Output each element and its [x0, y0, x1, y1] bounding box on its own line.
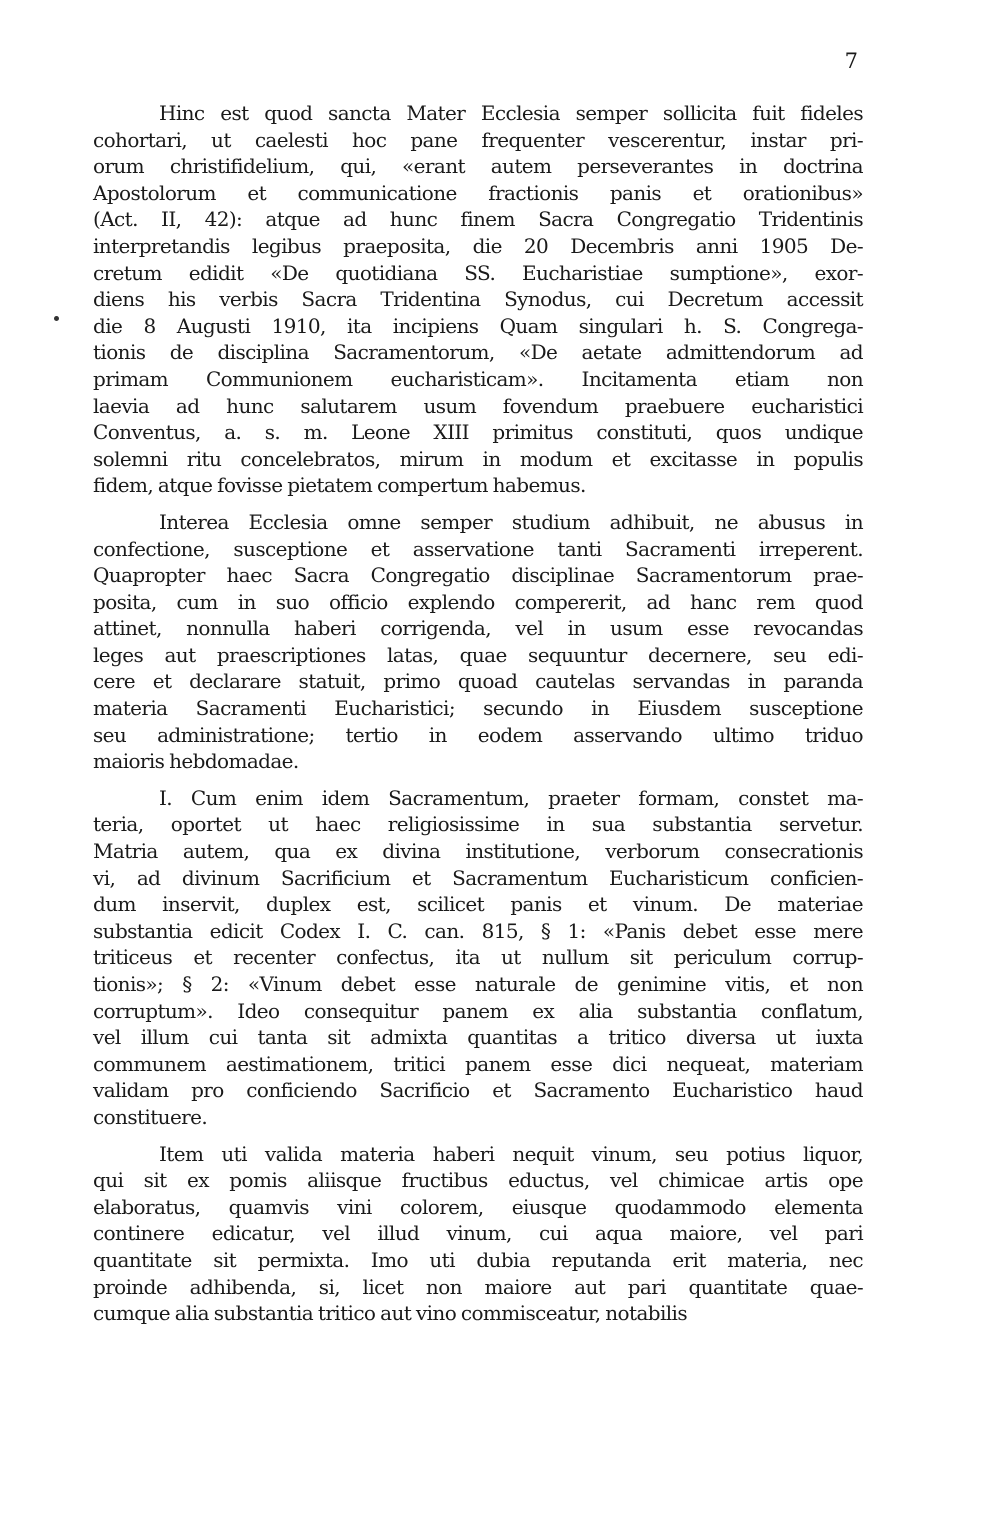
paragraph [93, 1141, 863, 1327]
text-line: elaboratus, quamvis vini colorem, eiusque quodammodo elementa [93, 1194, 863, 1219]
text-line: materia Sacramenti Eucharistici; secundo in Eiusdem susceptione [93, 696, 863, 721]
text-line: solemni ritu concelebratos, mirum in modum et excitasse in populis [93, 446, 863, 471]
text-line: continere edicatur, vel illud vinum, cui aqua maiore, vel pari [93, 1221, 863, 1246]
text-line: die 8 Augusti 1910, ita incipiens Quam singulari h. S. Congrega- [93, 313, 863, 338]
text-line: dum inservit, duplex est, scilicet panis et vinum. De materiae [93, 892, 863, 917]
text-line: tionis»; § 2: «Vinum debet esse naturale de genimine vitis, et non [93, 972, 863, 996]
text-line: vel illum cui tanta sit admixta quantitas a tritico diversa ut iuxta [93, 1025, 863, 1050]
text-line: Item uti valida materia haberi nequit vinum, seu potius liquor, [159, 1141, 863, 1166]
text-line: Apostolorum et communicatione fractionis panis et orationibus» [93, 180, 863, 205]
text-line: corruptum». Ideo consequitur panem ex alia substantia conflatum, [93, 998, 863, 1023]
text-line: fidem, atque fovisse pietatem compertum habemus. [93, 473, 586, 498]
text-line: substantia edicit Codex I. C. can. 815, § 1: «Panis debet esse mere [93, 918, 863, 943]
text-line: (Act. II, 42): atque ad hunc finem Sacra Congregatio Tridentinis [93, 207, 863, 232]
text-line: maioris hebdomadae. [93, 749, 299, 774]
text-line: cumque alia substantia tritico aut vino commisceatur, notabilis [93, 1301, 688, 1326]
text-line: teria, oportet ut haec religiosissime in sua substantia servetur. [93, 812, 863, 837]
text-line: seu administratione; tertio in eodem asservando ultimo triduo [93, 722, 863, 747]
text-line: qui sit ex pomis aliisque fructibus eductus, vel chimicae artis ope [93, 1168, 863, 1193]
text-line: posita, cum in suo officio explendo compererit, ad hanc rem quod [93, 589, 863, 614]
text-line: proinde adhibenda, si, licet non maiore aut pari quantitate quae- [93, 1274, 863, 1299]
text-line: validam pro conficiendo Sacrificio et Sacramento Eucharistico haud [93, 1078, 863, 1103]
text-line: cohortari, ut caelesti hoc pane frequenter vescerentur, instar pri- [93, 127, 863, 152]
text-line: Quapropter haec Sacra Congregatio disciplinae Sacramentorum prae- [93, 563, 863, 588]
text-line: Matria autem, qua ex divina institutione, verborum consecrationis [93, 839, 863, 864]
text-line: constituere. [93, 1104, 208, 1129]
text-line: cretum edidit «De quotidiana SS. Eucharistiae sumptione», exor- [93, 260, 863, 285]
text-line: quantitate sit permixta. Imo uti dubia reputanda erit materia, nec [93, 1247, 863, 1272]
text-line: I. Cum enim idem Sacramentum, praeter formam, constet ma- [159, 785, 863, 810]
text-line: Hinc est quod sancta Mater Ecclesia semper sollicita fuit fideles [159, 101, 863, 125]
body-text [93, 100, 863, 1337]
text-line: Conventus, a. s. m. Leone XIII primitus constituti, quos undique [93, 420, 863, 445]
paragraph [93, 785, 863, 1131]
text-line: vi, ad divinum Sacrificium et Sacramentum Eucharisticum conficien- [93, 865, 863, 890]
text-line: laevia ad hunc salutarem usum fovendum praebuere eucharistici [93, 393, 863, 418]
text-line: confectione, susceptione et asservatione tanti Sacramenti irreperent. [93, 536, 863, 561]
text-line: leges aut praescriptiones latas, quae sequuntur decernere, seu edi- [93, 642, 863, 667]
text-line: attinet, nonnulla haberi corrigenda, vel in usum esse revocandas [93, 616, 863, 641]
text-line: orum christifidelium, qui, «erant autem perseverantes in doctrina [93, 154, 863, 179]
text-line: Interea Ecclesia omne semper studium adhibuit, ne abusus in [159, 509, 863, 534]
text-line: communem aestimationem, tritici panem esse dici nequeat, materiam [93, 1051, 863, 1076]
paragraph [93, 100, 863, 499]
text-line: triticeus et recenter confectus, ita ut nullum sit periculum corrup- [93, 945, 863, 970]
margin-mark [54, 316, 59, 321]
paragraph [93, 509, 863, 775]
text-line: primam Communionem eucharisticam». Incitamenta etiam non [93, 366, 863, 391]
text-line: tionis de disciplina Sacramentorum, «De aetate admittendorum ad [93, 340, 863, 365]
text-line: diens his verbis Sacra Tridentina Synodus, cui Decretum accessit [93, 287, 863, 312]
text-line: cere et declarare statuit, primo quoad cautelas servandas in paranda [93, 669, 863, 694]
page-number: 7 [844, 49, 858, 73]
text-line: interpretandis legibus praeposita, die 20 Decembris anni 1905 De- [93, 233, 863, 258]
